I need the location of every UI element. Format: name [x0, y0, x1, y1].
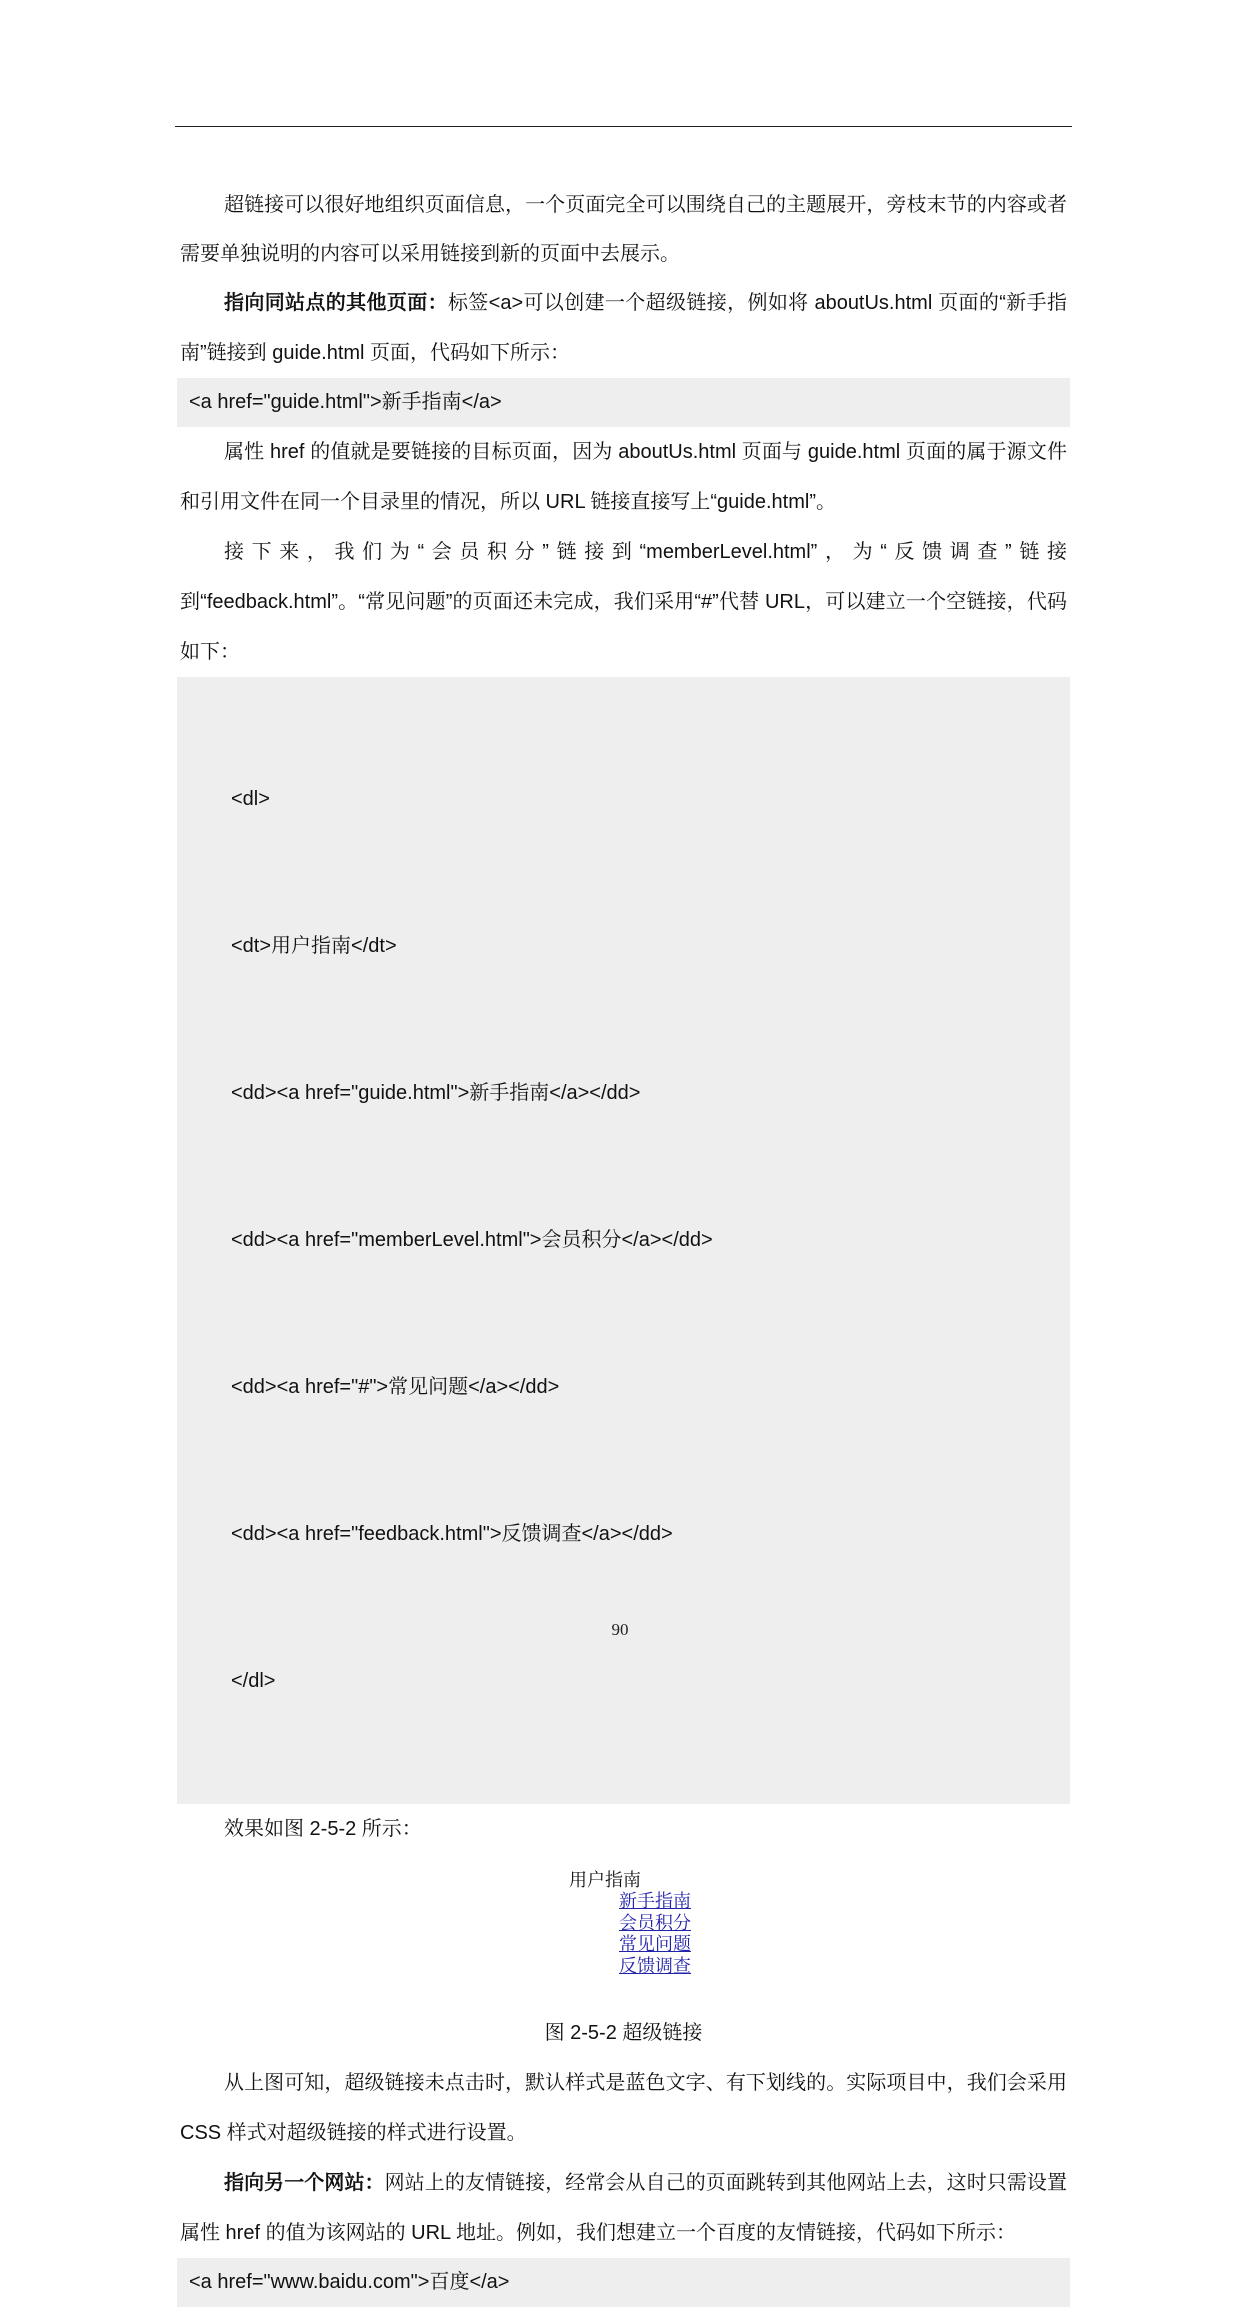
next-links-paragraph — [180, 527, 1067, 677]
other-site-text: 网站上的友情链接，经常会从自己的页面跳转到其他网站上去，这时只需设置属性 href 的值为该网站的 URL 地址。例如，我们想建立一个百度的友情链接，代码如下所示： — [180, 2172, 1068, 2244]
href-explain-text: 属性 href 的值就是要链接的目标页面，因为 aboutUs.html 页面与 guide.html 页面的属于源文件和引用文件在同一个目录里的情况，所以 URL 链接直接写上“guide.html”。 — [180, 441, 1067, 513]
same-site-heading: 指向同站点的其他页面： — [224, 290, 448, 314]
header-rule — [175, 126, 1072, 127]
code-guide-link: <a href="guide.html">新手指南</a> — [177, 378, 1070, 427]
figure-link-faq[interactable]: 常见问题 — [619, 1934, 691, 1955]
figure-link-feedback[interactable]: 反馈调查 — [619, 1955, 691, 1977]
code-line: <dd><a href="#">常见问题</a></dd> — [231, 1376, 560, 1398]
href-explain-paragraph — [180, 427, 1067, 527]
page-number: 90 — [611, 1620, 629, 1639]
figure-link-member-level[interactable]: 会员积分 — [619, 1912, 691, 1934]
figure-link-list — [619, 1891, 691, 1977]
code-line: </dl> — [231, 1670, 276, 1692]
code-line: <dd><a href="memberLevel.html">会员积分</a></dd> — [231, 1229, 713, 1251]
same-site-paragraph — [180, 278, 1067, 378]
figure-dt-label: 用户指南 — [569, 1870, 641, 1891]
after-figure-text: 从上图可知，超级链接未点击时，默认样式是蓝色文字、有下划线的。实际项目中，我们会采用 CSS 样式对超级链接的样式进行设置。 — [180, 2072, 1067, 2144]
figure-caption-text: 图 2-5-2 超级链接 — [544, 2022, 703, 2044]
same-site-text: 标签<a>可以创建一个超级链接，例如将 aboutUs.html 页面的“新手指南”链接到 guide.html 页面，代码如下所示： — [180, 292, 1068, 364]
figure-hyperlink-demo — [180, 1858, 1067, 2008]
code-line: <dt>用户指南</dt> — [231, 935, 397, 957]
other-site-paragraph — [180, 2158, 1067, 2258]
code-line: <dd><a href="feedback.html">反馈调查</a></dd> — [231, 1523, 673, 1545]
intro-paragraph: 超链接可以很好地组织页面信息，一个页面完全可以围绕自己的主题展开，旁枝末节的内容或者需要单独说明的内容可以采用链接到新的页面中去展示。 — [180, 192, 1067, 265]
code-baidu-link: <a href="www.baidu.com">百度</a> — [177, 2258, 1070, 2307]
code-line: <dd><a href="guide.html">新手指南</a></dd> — [231, 1082, 641, 1104]
figure-caption — [180, 2008, 1067, 2058]
effect-text: 效果如图 2-5-2 所示： — [224, 1818, 422, 1840]
after-figure-paragraph — [180, 2058, 1067, 2158]
next-links-text: 接下来，我们为“会员积分”链接到“memberLevel.html”，为“反馈调查”链接到“feedback.html”。“常见问题”的页面还未完成，我们采用“#”代替 URL，可以建立一个空链接，代码如下： — [180, 541, 1067, 663]
page-content — [180, 180, 1067, 2307]
effect-paragraph — [180, 1804, 1067, 1854]
other-site-heading: 指向另一个网站： — [224, 2170, 385, 2194]
code-line: <dl> — [231, 788, 270, 810]
figure-link-guide[interactable]: 新手指南 — [619, 1891, 691, 1912]
